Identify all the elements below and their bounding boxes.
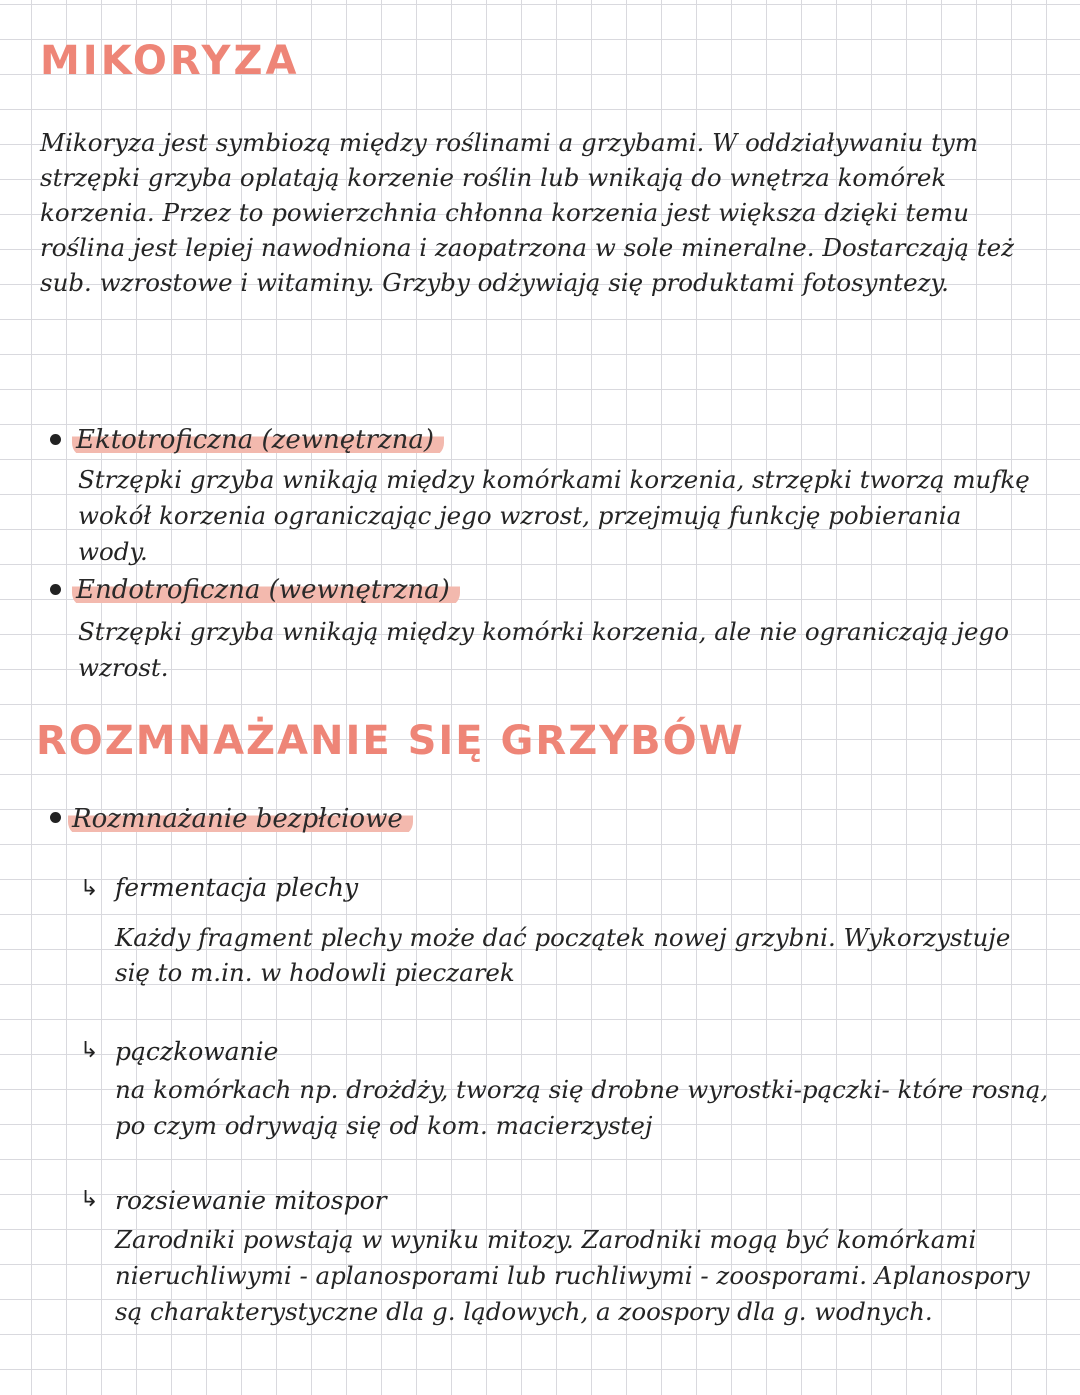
section-title-rozmnazanie: ROZMNAŻANIE SIĘ GRZYBÓW [36,718,745,764]
item-text-rozsiewanie: Zarodniki powstają w wyniku mitozy. Zarodniki mogą być komórkami nieruchliwymi - aplanosporami lub ruchliwymi - zoosporami. Aplanospory są charakterystyczne dla g. lądowych, a zoospory dla g. wodnych. [115,1225,1030,1326]
type-label-ekto: Ektotroficzna (zewnętrzna) [72,423,444,457]
type-label-endo: Endotroficzna (wewnętrzna) [72,573,460,607]
type-text-endo: Strzępki grzyba wnikają między komórki korzenia, ale nie ograniczają jego wzrost. [78,617,1009,682]
intro-paragraph: Mikoryza jest symbiozą między roślinami a grzybami. W oddziaływaniu tym strzępki grzyba oplatają korzenie roślin lub wnikają do wnętrza komórek korzenia. Przez to powierzchnia chłonna korzenia jest większa dzięki temu roślina jest lepiej nawodniona i zaopatrzona w sole mineralne. Dostarczają też sub. wzrostowe i witaminy. Grzyby odżywiają się produktami fotosyntezy. [40,128,1014,297]
type-text-ekto: Strzępki grzyba wnikają między komórkami korzenia, strzępki tworzą mufkę wokół korzenia ograniczając jego wzrost, przejmują funkcję pobierania wody. [78,465,1030,566]
item-heading-fermentacja: fermentacja plechy [115,873,359,902]
item-heading-rozsiewanie: rozsiewanie mitospor [115,1186,387,1215]
item-heading-paczkowanie: pączkowanie [115,1037,279,1066]
bullet-dot [50,812,61,823]
item-text-paczkowanie: na komórkach np. drożdży, tworzą się drobne wyrostki-pączki- które rosną, po czym odrywają się od kom. macierzystej [115,1075,1049,1140]
bullet-dot [50,584,61,595]
arrow-icon: ↳ [80,1187,99,1212]
section-title-mikoryza: MIKORYZA [40,38,300,84]
arrow-icon: ↳ [80,1038,99,1063]
arrow-icon: ↳ [80,876,99,901]
bullet-dot [50,434,61,445]
item-text-fermentacja: Każdy fragment plechy może dać początek nowej grzybni. Wykorzystuje się to m.in. w hodowli pieczarek [115,923,1011,987]
bullet-label-bezplciowe: Rozmnażanie bezpłciowe [68,802,413,836]
